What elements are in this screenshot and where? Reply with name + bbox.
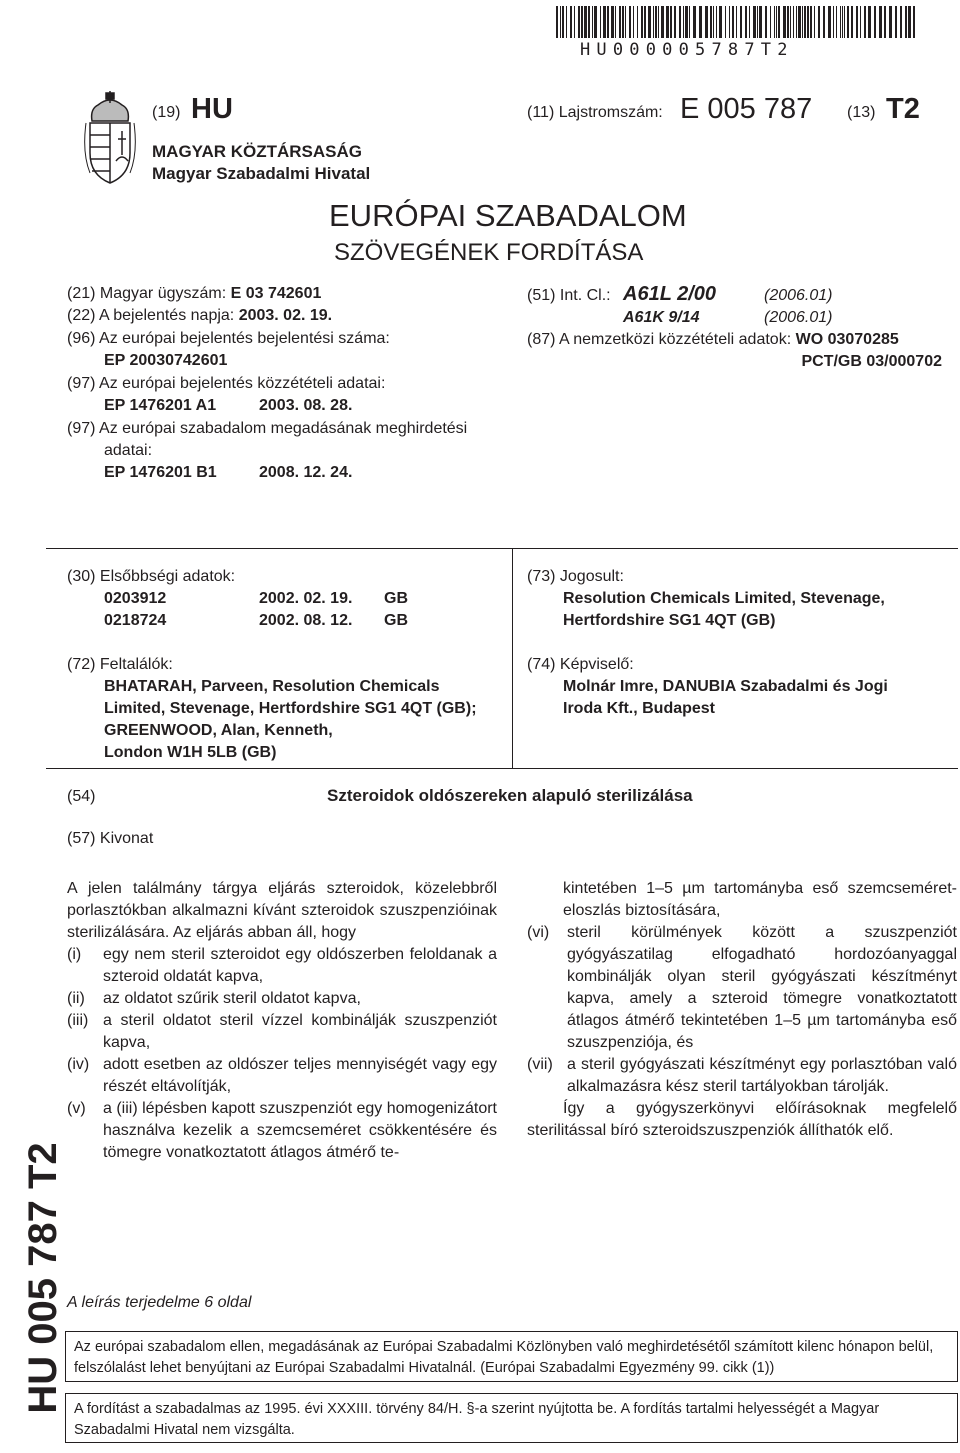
field-97a-date: 2003. 08. 28.	[259, 397, 353, 414]
barcode-bar	[732, 6, 734, 38]
barcode-bar	[600, 6, 601, 38]
field-74-label: (74) Képviselő:	[527, 656, 634, 673]
barcode-bar	[900, 6, 902, 38]
barcode-bar	[670, 6, 672, 38]
barcode-bar	[611, 6, 614, 38]
inventor-line: London W1H 5LB (GB)	[104, 744, 277, 761]
column-divider	[512, 548, 513, 768]
barcode-bar	[774, 6, 775, 38]
proprietor-line: Resolution Chemicals Limited, Stevenage,	[563, 590, 885, 607]
inid-13: (13)	[847, 104, 876, 121]
barcode-bar	[578, 6, 580, 38]
barcode-bar	[798, 6, 801, 38]
barcode-bar	[661, 6, 664, 38]
barcode-bar	[685, 6, 688, 38]
abstract-step: (iv) adott esetben az oldószer teljes mennyiségét vagy egy részét eltávolítják,	[67, 1056, 497, 1095]
barcode-bar	[562, 6, 564, 38]
field-97b-date: 2008. 12. 24.	[259, 464, 353, 481]
barcode-bar	[802, 6, 803, 38]
barcode-bar	[629, 6, 631, 38]
barcode-bar	[699, 6, 702, 38]
abstract-intro: A jelen találmány tárgya eljárás szteroidok, közelebbről porlasztókban alkalmazni kívánt szteroidok szuszpenzióinak sterilizálására. Az eljárás abban áll, hogy	[67, 880, 497, 941]
barcode-bar	[592, 6, 593, 38]
barcode-number: HU000005787T2	[580, 40, 794, 60]
barcode-bar	[749, 6, 750, 38]
barcode-bar	[757, 6, 758, 38]
divider	[46, 768, 958, 769]
barcode-bar	[710, 6, 712, 38]
field-21: (21) Magyar ügyszám: E 03 742601	[67, 285, 322, 302]
barcode-bar	[840, 6, 841, 38]
divider	[46, 548, 958, 549]
barcode-bar	[810, 6, 812, 38]
barcode-bar	[787, 6, 789, 38]
barcode-bar	[560, 6, 561, 38]
barcode-bar	[770, 6, 771, 38]
barcode-bar	[796, 6, 797, 38]
barcode-bar	[689, 6, 690, 38]
barcode-bar	[828, 6, 831, 38]
barcode-bar	[581, 6, 583, 38]
barcode-bar	[574, 6, 575, 38]
barcode-bar	[615, 6, 616, 38]
representative-line: Iroda Kft., Budapest	[563, 700, 716, 717]
barcode-bar	[864, 6, 866, 38]
barcode-bar	[884, 6, 886, 38]
barcode-bar	[625, 6, 626, 38]
barcode-bar	[674, 6, 676, 38]
proprietor-line: Hertfordshire SG1 4QT (GB)	[563, 612, 776, 629]
barcode-bar	[655, 6, 657, 38]
barcode-bar	[889, 6, 892, 38]
barcode-bar	[607, 6, 609, 38]
field-97a-number: EP 1476201 A1	[104, 397, 217, 414]
barcode-bar	[644, 6, 646, 38]
barcode-bar	[913, 6, 915, 38]
ipc-class-2: A61K 9/14	[623, 309, 700, 326]
inventor-line: BHATARAH, Parveen, Resolution Chemicals	[104, 678, 440, 695]
inventor-line: Limited, Stevenage, Hertfordshire SG1 4QT (GB);	[104, 700, 477, 717]
barcode-bar	[856, 6, 858, 38]
barcode-bar	[778, 6, 780, 38]
barcode-bar	[740, 6, 742, 38]
inid-11-label: (11) Lajstromszám:	[527, 104, 663, 121]
barcode-bar	[716, 6, 717, 38]
barcode-bar	[868, 6, 871, 38]
ipc-version-2: (2006.01)	[764, 309, 833, 326]
barcode-bar	[759, 6, 762, 38]
abstract-continuation: kintetében 1–5 µm tartományba eső szemcseméret-eloszlás biztosítására,	[563, 880, 957, 919]
field-87: (87) A nemzetközi közzétételi adatok: WO 03070285	[527, 331, 899, 348]
barcode-bar	[874, 6, 876, 38]
translation-notice-box: A fordítást a szabadalmas az 1995. évi XXXIII. törvény 84/H. §-a szerint nyújtotta be. A fordítás tartalmi helyességét a Magyar Szabadalmi Hivatal nem vizsgálta.	[65, 1393, 958, 1443]
barcode-bar	[895, 6, 897, 38]
barcode-bar	[713, 6, 714, 38]
barcode-bar	[679, 6, 681, 38]
barcode-bar	[814, 6, 815, 38]
barcode-bar	[683, 6, 684, 38]
barcode-bar	[570, 6, 572, 38]
barcode-bar	[622, 6, 624, 38]
issuing-office: Magyar Szabadalmi Hivatal	[152, 164, 371, 183]
field-73-label: (73) Jogosult:	[527, 568, 624, 585]
abstract-closing: Így a gyógyszerkönyvi előírásoknak megfelelő sterilitással bíró szteroidszuszpenziók állíthatók elő.	[527, 1100, 957, 1139]
registration-number: E 005 787	[680, 93, 813, 125]
barcode-bar	[847, 6, 849, 38]
barcode-bar	[666, 6, 669, 38]
issuing-country: MAGYAR KÖZTÁRSASÁG	[152, 142, 362, 161]
field-97b-label-cont: adatai:	[104, 442, 153, 459]
field-87-pct: PCT/GB 03/000702	[801, 353, 942, 370]
hungarian-coat-of-arms-icon	[82, 91, 138, 189]
ipc-version-1: (2006.01)	[764, 287, 833, 304]
barcode-bar	[725, 6, 726, 38]
field-96-value: EP 20030742601	[104, 352, 228, 369]
barcode-bar	[879, 6, 882, 38]
barcode-bar	[658, 6, 659, 38]
representative-line: Molnár Imre, DANUBIA Szabadalmi és Jogi	[563, 678, 888, 695]
barcode-bar	[736, 6, 737, 38]
barcode-bar	[776, 6, 777, 38]
barcode-bar	[790, 6, 791, 38]
side-publication-number: HU 005 787 T2	[21, 1142, 65, 1414]
priority-number: 0218724	[104, 612, 167, 629]
page-count-note: A leírás terjedelme 6 oldal	[67, 1294, 252, 1311]
barcode-bar	[719, 6, 722, 38]
barcode-bar	[842, 6, 843, 38]
barcode-bar	[619, 6, 621, 38]
priority-date: 2002. 08. 12.	[259, 612, 353, 629]
barcode-bar	[793, 6, 794, 38]
document-subtitle: SZÖVEGÉNEK FORDÍTÁSA	[334, 239, 644, 266]
barcode-bar	[783, 6, 786, 38]
barcode-bar	[653, 6, 654, 38]
barcode-bar	[818, 6, 820, 38]
field-97b-number: EP 1476201 B1	[104, 464, 217, 481]
barcode-bar	[851, 6, 853, 38]
abstract-step: (v) a (iii) lépésben kapott szuszpenziót egy homogenizátort használva kezelik a szemcseméret csökkentésére és tömegre vonatkoztatott átlagos átmérő te-	[67, 1100, 497, 1161]
barcode-bar	[584, 6, 587, 38]
barcode-bar	[823, 6, 825, 38]
ipc-class-1: A61L 2/00	[623, 283, 717, 305]
barcode-bar	[833, 6, 834, 38]
country-code: HU	[191, 93, 233, 125]
barcode-bar	[594, 6, 597, 38]
field-51-label: (51) Int. Cl.:	[527, 287, 611, 304]
barcode-bar	[908, 6, 911, 38]
priority-number: 0203912	[104, 590, 167, 607]
barcode-bar	[641, 6, 643, 38]
barcode-bar	[765, 6, 767, 38]
field-96-label: (96) Az európai bejelentés bejelentési száma:	[67, 330, 390, 347]
field-72-label: (72) Feltalálók:	[67, 656, 173, 673]
barcode-bar	[836, 6, 837, 38]
field-97a-label: (97) Az európai bejelentés közzétételi adatai:	[67, 375, 386, 392]
barcode-bar	[588, 6, 590, 38]
inid-19: (19)	[152, 104, 181, 121]
field-22: (22) A bejelentés napja: 2003. 02. 19.	[67, 307, 333, 324]
barcode-bar	[807, 6, 809, 38]
barcode-bar	[637, 6, 638, 38]
barcode-bar	[753, 6, 756, 38]
field-54-label: (54)	[67, 788, 96, 805]
barcode-bar	[566, 6, 567, 38]
barcode-bar	[804, 6, 806, 38]
barcode-bar	[745, 6, 747, 38]
barcode-bar	[603, 6, 606, 38]
priority-country: GB	[384, 612, 408, 629]
field-57-label: (57) Kivonat	[67, 830, 154, 847]
kind-code: T2	[886, 93, 920, 125]
invention-title: Szteroidok oldószereken alapuló sterilizálása	[327, 786, 693, 805]
barcode	[556, 6, 916, 38]
barcode-bar	[633, 6, 634, 38]
barcode-bar	[693, 6, 696, 38]
abstract-step: (ii) az oldatot szűrik steril oldatot kapva,	[67, 990, 361, 1007]
abstract-right-column	[527, 878, 957, 1142]
barcode-bar	[648, 6, 651, 38]
abstract-step: (vi) steril körülmények között a szuszpenziót gyógyászatilag elfogadható hordozóanyaggal kombinálják olyan steril gyógyászati készítményt kapva, amely a szteroid tömegre vonatkoztatott átlagos átmérő tekintetében 1–5 µm tartományba eső szuszpenziója, és	[527, 924, 957, 1051]
abstract-step: (i) egy nem steril szteroidot egy oldószerben feloldanak a szteroid oldatát kapva,	[67, 946, 497, 985]
barcode-bar	[556, 6, 558, 38]
priority-country: GB	[384, 590, 408, 607]
barcode-bar	[705, 6, 708, 38]
barcode-bar	[729, 6, 730, 38]
priority-date: 2002. 02. 19.	[259, 590, 353, 607]
barcode-bar	[860, 6, 861, 38]
field-97b-label: (97) Az európai szabadalom megadásának meghirdetési	[67, 420, 468, 437]
opposition-notice-box: Az európai szabadalom ellen, megadásának az Európai Szabadalmi Közlönyben való meghirdetésétől számított kilenc hónapon belül, felszólalást lehet benyújtani az Európai Szabadalmi Hivatalnál. (Európai Szabadalmi Egyezmény 99. cikk (1))	[65, 1331, 958, 1382]
field-30-label: (30) Elsőbbségi adatok:	[67, 568, 236, 585]
inventor-line: GREENWOOD, Alan, Kenneth,	[104, 722, 333, 739]
abstract-step: (vii) a steril gyógyászati készítményt egy porlasztóban való alkalmazásra kész steril tartályokban tárolják.	[527, 1056, 957, 1095]
document-title: EURÓPAI SZABADALOM	[329, 198, 687, 233]
abstract-step: (iii) a steril oldatot steril vízzel kombinálják szuszpenziót kapva,	[67, 1012, 497, 1051]
abstract-left-column	[67, 878, 497, 1164]
barcode-bar	[844, 6, 845, 38]
barcode-bar	[905, 6, 907, 38]
